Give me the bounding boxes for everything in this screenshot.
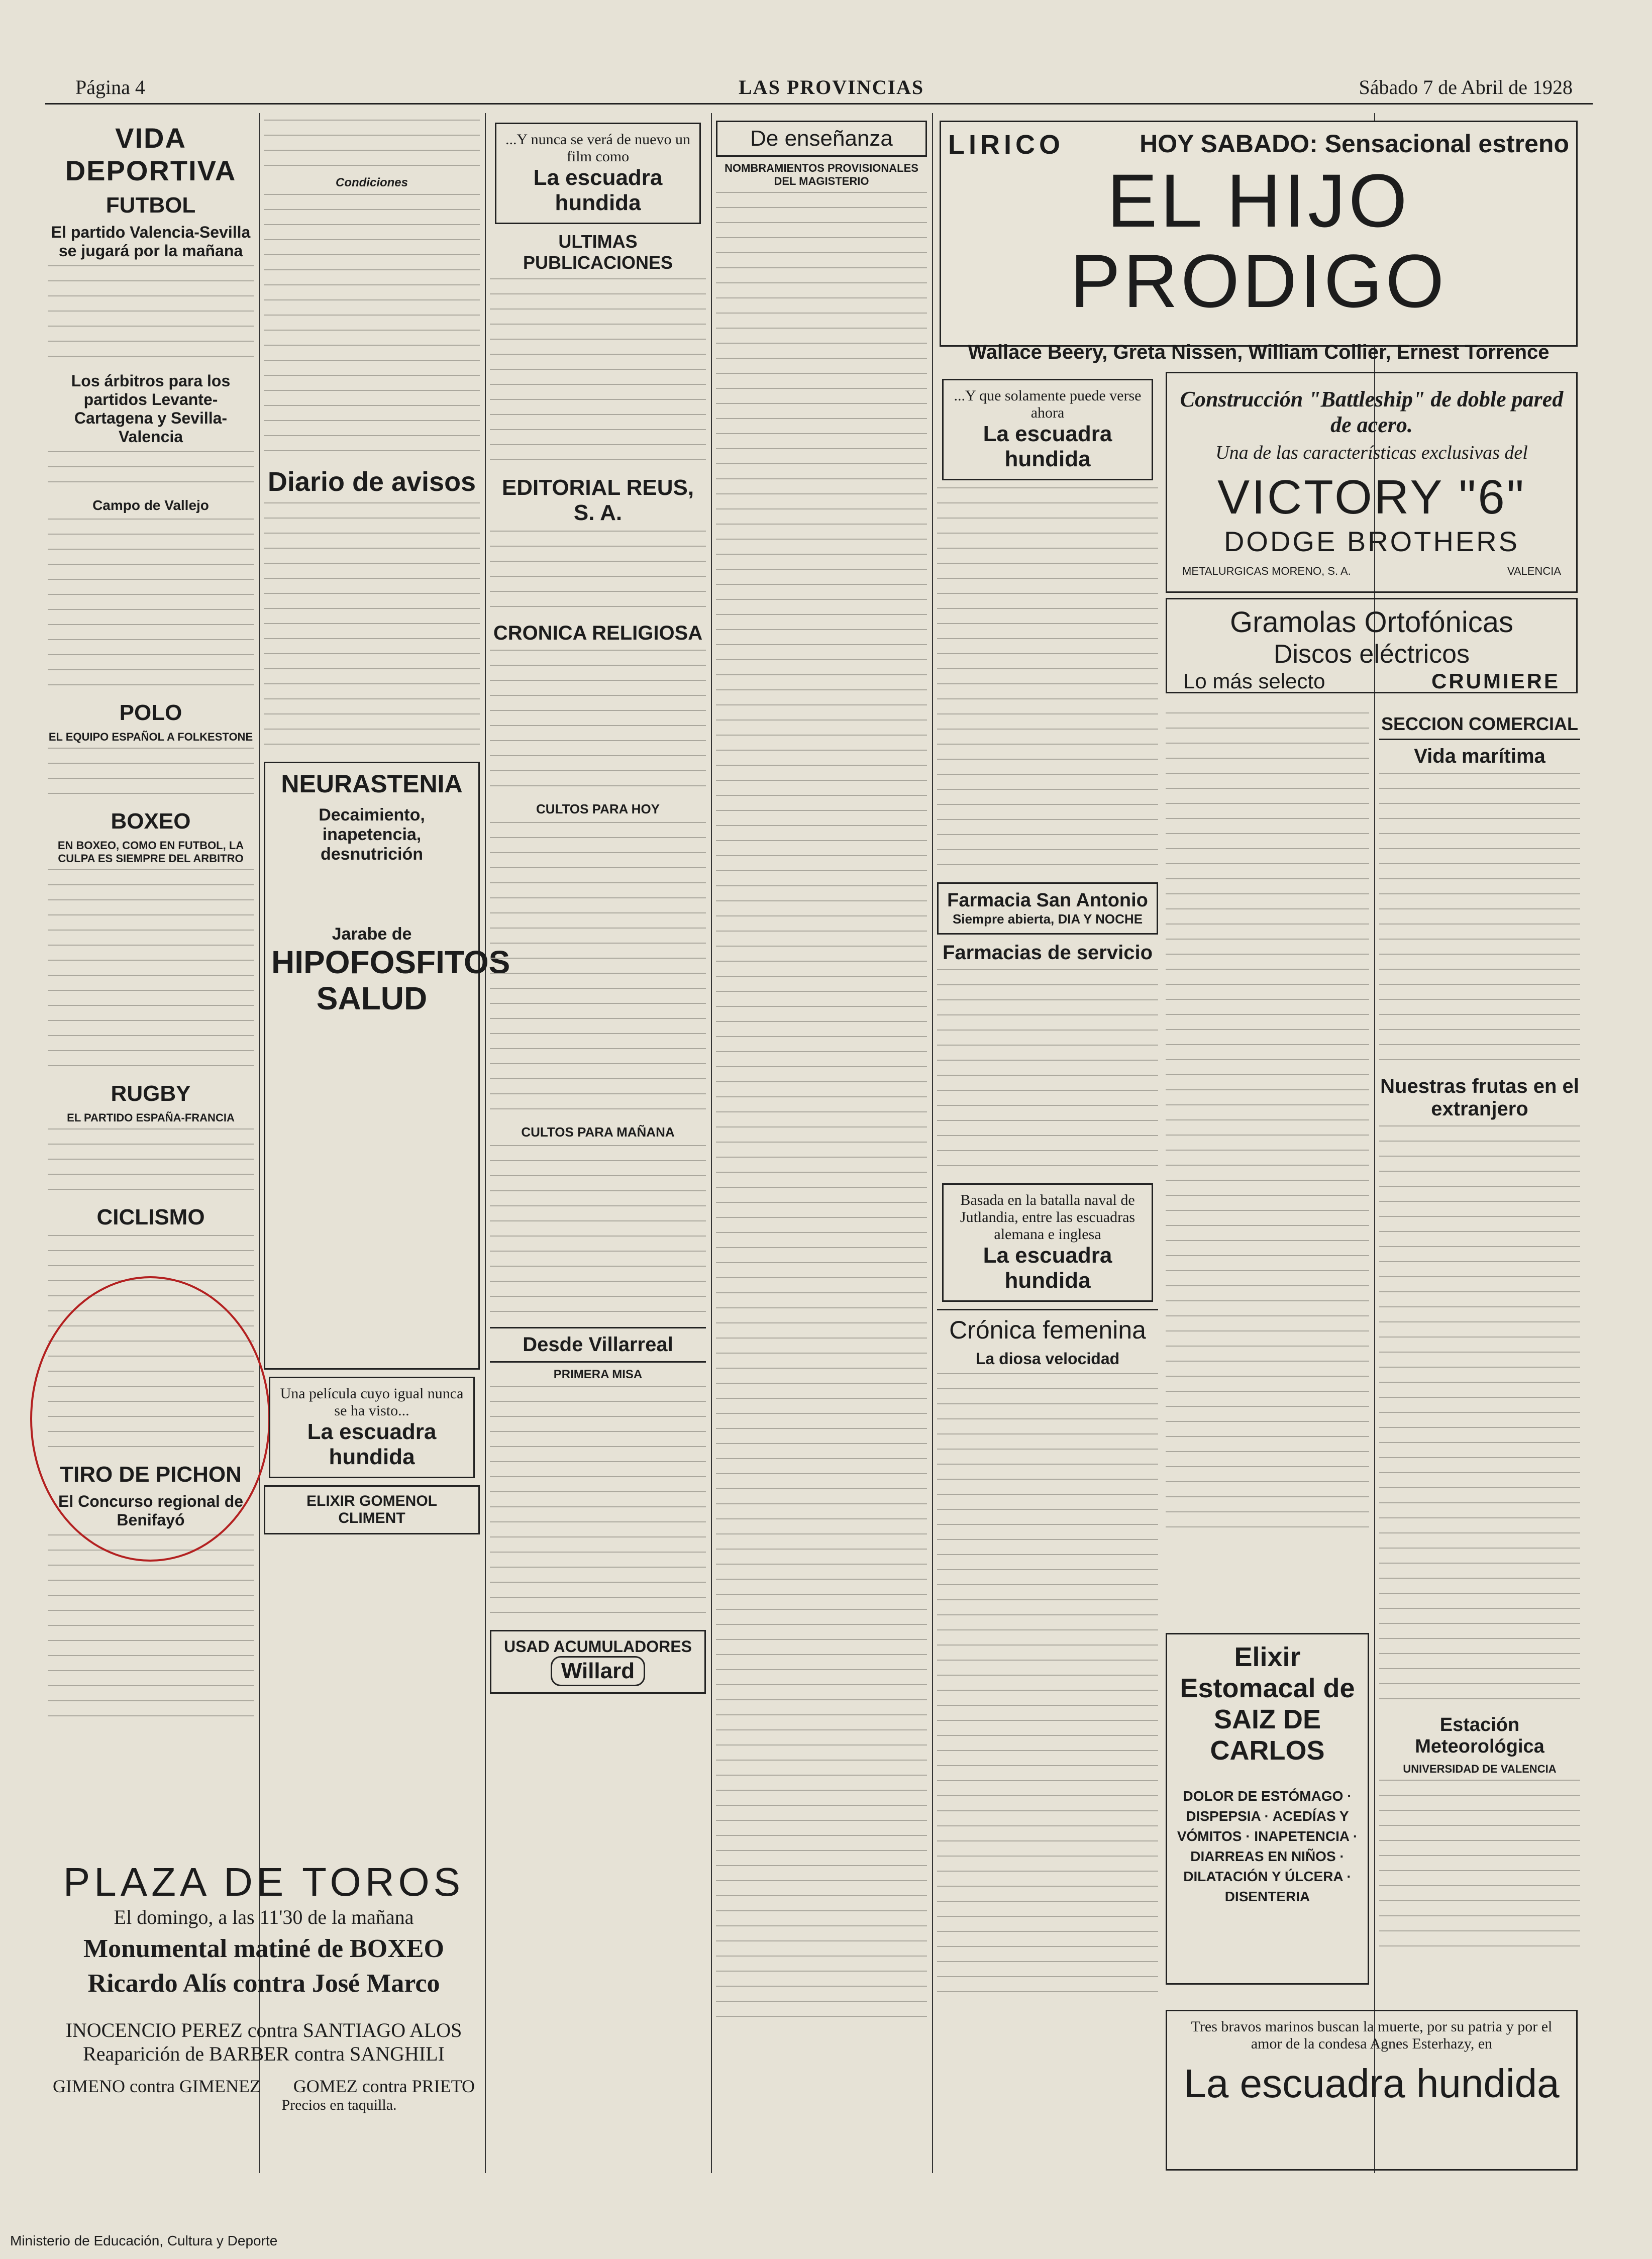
- ad-title: ELIXIR GOMENOL CLIMENT: [306, 1493, 437, 1526]
- heading-diario: Diario de avisos: [267, 467, 476, 497]
- subheading: UNIVERSIDAD DE VALENCIA: [1403, 1763, 1557, 1775]
- farmacia-ad: [937, 882, 1158, 935]
- ad-text: ...Y nunca se verá de nuevo un film como: [505, 131, 690, 165]
- escuadra-ad: [495, 123, 701, 224]
- ad-title: La escuadra hundida: [983, 422, 1112, 471]
- body-text: [1379, 1125, 1580, 1709]
- heading-ultimas: ULTIMAS PUBLICACIONES: [523, 231, 673, 273]
- ad-maker: DODGE BROTHERS: [1223, 526, 1520, 557]
- ad-fight: GOMEZ contra PRIETO: [293, 2076, 475, 2096]
- hijo-prodigo-ad: [940, 121, 1578, 363]
- subheading: CULTOS PARA MAÑANA: [521, 1124, 675, 1140]
- masthead: LAS PROVINCIAS: [739, 76, 924, 98]
- heading-polo: POLO: [119, 700, 182, 725]
- ad-text: Una película cuyo igual nunca se ha visto...: [280, 1385, 464, 1419]
- red-circle-annotation: [30, 1276, 270, 1562]
- ad-fight: GIMENO contra GIMENEZ: [53, 2076, 261, 2096]
- escuadra-ad: [942, 379, 1153, 480]
- body-text: [937, 1373, 1158, 2002]
- body-text: [48, 519, 254, 695]
- column-cronica-cont: [1166, 708, 1369, 1583]
- column-divider: [711, 113, 712, 2173]
- ad-title: La escuadra hundida: [983, 1243, 1112, 1293]
- ad-text: Una de las características exclusivas del: [1215, 442, 1528, 463]
- body-text: [490, 650, 706, 796]
- column-commercial: [1379, 708, 1580, 1789]
- ad-text: Jarabe de: [332, 925, 412, 944]
- column-notices: [264, 116, 510, 1849]
- ad-text: Basada en la batalla naval de Jutlandia, entre las escuadras alemana e inglesa: [960, 1192, 1135, 1243]
- heading-boxeo: BOXEO: [111, 809, 191, 834]
- page-number: Página 4: [75, 76, 145, 98]
- theater-name: LIRICO: [948, 130, 1064, 160]
- heading-ensenanza: De enseñanza: [716, 121, 927, 157]
- column-religious: [490, 116, 706, 1849]
- column-divider: [932, 113, 933, 2173]
- body-text: [937, 969, 1158, 1176]
- issue-date: Sábado 7 de Abril de 1928: [1359, 76, 1573, 98]
- column-divider: [485, 113, 486, 2173]
- body-text: [1166, 712, 1369, 1537]
- ad-title: La escuadra hundida: [307, 1419, 437, 1469]
- heading-rugby: RUGBY: [111, 1081, 191, 1106]
- subheading: CULTOS PARA HOY: [536, 801, 660, 816]
- body-text: [1379, 1780, 1580, 1957]
- neurastenia-ad: [264, 762, 510, 1370]
- heading-futbol: FUTBOL: [106, 193, 196, 218]
- ad-brand: Willard: [551, 1656, 645, 1686]
- ad-product: HIPOFOSFITOS SALUD: [271, 944, 510, 1016]
- body-text: [48, 869, 254, 1076]
- ad-subtitle: Decaimiento, inapetencia, desnutrición: [319, 805, 425, 864]
- heading-villarreal: Desde Villarreal: [490, 1327, 706, 1363]
- ad-fight: Ricardo Alís contra José Marco: [87, 1969, 440, 1998]
- ad-title: PLAZA DE TOROS: [63, 1860, 465, 1904]
- elixir-ad: [1166, 1633, 1369, 1985]
- subheading: Campo de Vallejo: [92, 497, 209, 513]
- column-education: [716, 116, 927, 2171]
- headline: Nuestras frutas en el extranjero: [1380, 1075, 1579, 1120]
- body-text: [48, 265, 254, 367]
- headline: Estación Meteorológica: [1415, 1714, 1544, 1757]
- ad-seller: METALURGICAS MORENO, S. A.: [1182, 565, 1351, 577]
- subheading: NOMBRAMIENTOS PROVISIONALES DEL MAGISTERIO: [725, 162, 918, 187]
- ad-text: Tres bravos marinos buscan la muerte, por su patria y por el amor de la condesa Agnes Esterhazy, en: [1191, 2018, 1553, 2052]
- headline: La diosa velocidad: [975, 1350, 1120, 1368]
- ad-headline: Monumental matiné de BOXEO: [83, 1934, 444, 1963]
- headline: El partido Valencia-Sevilla se jugará por la mañana: [51, 223, 251, 260]
- escuadra-bottom-ad: [1166, 2010, 1578, 2171]
- heading-ciclismo: CICLISMO: [96, 1205, 205, 1229]
- ad-text: Siempre abierta, DIA Y NOCHE: [952, 911, 1143, 927]
- body-text: [264, 120, 480, 176]
- body-text: [490, 1386, 706, 1623]
- subheading: EL EQUIPO ESPAÑOL A FOLKESTONE: [48, 731, 253, 743]
- ad-fight: INOCENCIO PEREZ contra SANTIAGO ALOS: [65, 2019, 462, 2041]
- ad-text: ...Y que solamente puede verse ahora: [954, 387, 1142, 421]
- subheading: PRIMERA MISA: [553, 1368, 643, 1381]
- body-text: [490, 278, 706, 470]
- ad-title: Elixir Estomacal de SAIZ DE CARLOS: [1180, 1642, 1355, 1766]
- page-header: [75, 75, 1573, 111]
- header-rule: [45, 103, 1593, 105]
- ad-text: USAD ACUMULADORES: [504, 1637, 692, 1656]
- ad-city: VALENCIA: [1507, 565, 1561, 577]
- ad-title: Gramolas Ortofónicas: [1229, 606, 1514, 639]
- gramolas-ad: [1166, 598, 1578, 693]
- heading-cronica: CRONICA RELIGIOSA: [493, 622, 703, 644]
- ad-text: El domingo, a las 11'30 de la mañana: [114, 1906, 414, 1928]
- body-text: [48, 748, 254, 804]
- ad-brand: CRUMIERE: [1431, 669, 1560, 693]
- escuadra-ad: [942, 1183, 1153, 1302]
- body-text: [490, 1145, 706, 1322]
- heading-seccion-comercial: SECCION COMERCIAL: [1379, 713, 1580, 740]
- heading-reus: EDITORIAL REUS, S. A.: [501, 475, 694, 525]
- body-text: [490, 531, 706, 617]
- subheading: EN BOXEO, COMO EN FUTBOL, LA CULPA ES SIEMPRE DEL ARBITRO: [57, 839, 244, 865]
- ad-text: Lo más selecto: [1183, 669, 1325, 693]
- ad-cast: Wallace Beery, Greta Nissen, William Collier, Ernest Torrence: [968, 341, 1550, 363]
- heading-tiro: TIRO DE PICHON: [60, 1462, 242, 1487]
- column-pharmacy: [937, 372, 1158, 2171]
- heading-servicio: Farmacias de servicio: [942, 942, 1153, 964]
- section-title: VIDA DEPORTIVA: [65, 122, 237, 186]
- ad-title: Farmacia San Antonio: [947, 890, 1148, 911]
- headline: Vida marítima: [1414, 745, 1545, 767]
- body-text: [490, 822, 706, 1119]
- ad-title: La escuadra hundida: [1184, 2061, 1560, 2106]
- ad-fight: Reaparición de BARBER contra SANGHILI: [83, 2042, 445, 2065]
- ad-title: NEURASTENIA: [281, 770, 463, 798]
- body-text: [264, 502, 480, 755]
- ad-text: Discos eléctricos: [1273, 640, 1470, 669]
- willard-ad: [490, 1630, 706, 1694]
- ad-text: DOLOR DE ESTÓMAGO · DISPEPSIA · ACEDÍAS Y VÓMITOS · INAPETENCIA · DIARREAS EN NIÑOS · DILATACIÓN Y ÚLCERA · DISENTERIA: [1177, 1788, 1358, 1904]
- victory-ad: [1166, 372, 1578, 593]
- body-text: [716, 192, 927, 2027]
- body-text: [937, 487, 1158, 875]
- body-text: [264, 194, 480, 461]
- body-text: [48, 451, 254, 492]
- body-text: [48, 1128, 254, 1200]
- subheading: Condiciones: [335, 176, 408, 189]
- footer-credit: Ministerio de Educación, Cultura y Deporte: [10, 2233, 278, 2248]
- ad-brand: VICTORY "6": [1217, 470, 1526, 524]
- escuadra-ad: [269, 1377, 475, 1478]
- headline: El Concurso regional de Benifayó: [58, 1492, 244, 1529]
- body-text: [48, 1534, 254, 1726]
- headline: Los árbitros para los partidos Levante-Cartagena y Sevilla-Valencia: [71, 372, 231, 446]
- subheading: EL PARTIDO ESPAÑA-FRANCIA: [67, 1111, 235, 1124]
- ad-title: EL HIJO PRODIGO: [1070, 158, 1448, 323]
- plaza-toros-ad: [48, 1859, 480, 2171]
- body-text: [1379, 773, 1580, 1070]
- ad-title: La escuadra hundida: [533, 165, 663, 215]
- gomenol-ad: [264, 1485, 480, 1534]
- ad-text: Construcción "Battleship" de doble pared de acero.: [1180, 387, 1564, 437]
- ad-tagline: HOY SABADO: Sensacional estreno: [1140, 130, 1569, 158]
- ad-text: Precios en taquilla.: [281, 2097, 397, 2113]
- heading-cronica-femenina: Crónica femenina: [937, 1309, 1158, 1345]
